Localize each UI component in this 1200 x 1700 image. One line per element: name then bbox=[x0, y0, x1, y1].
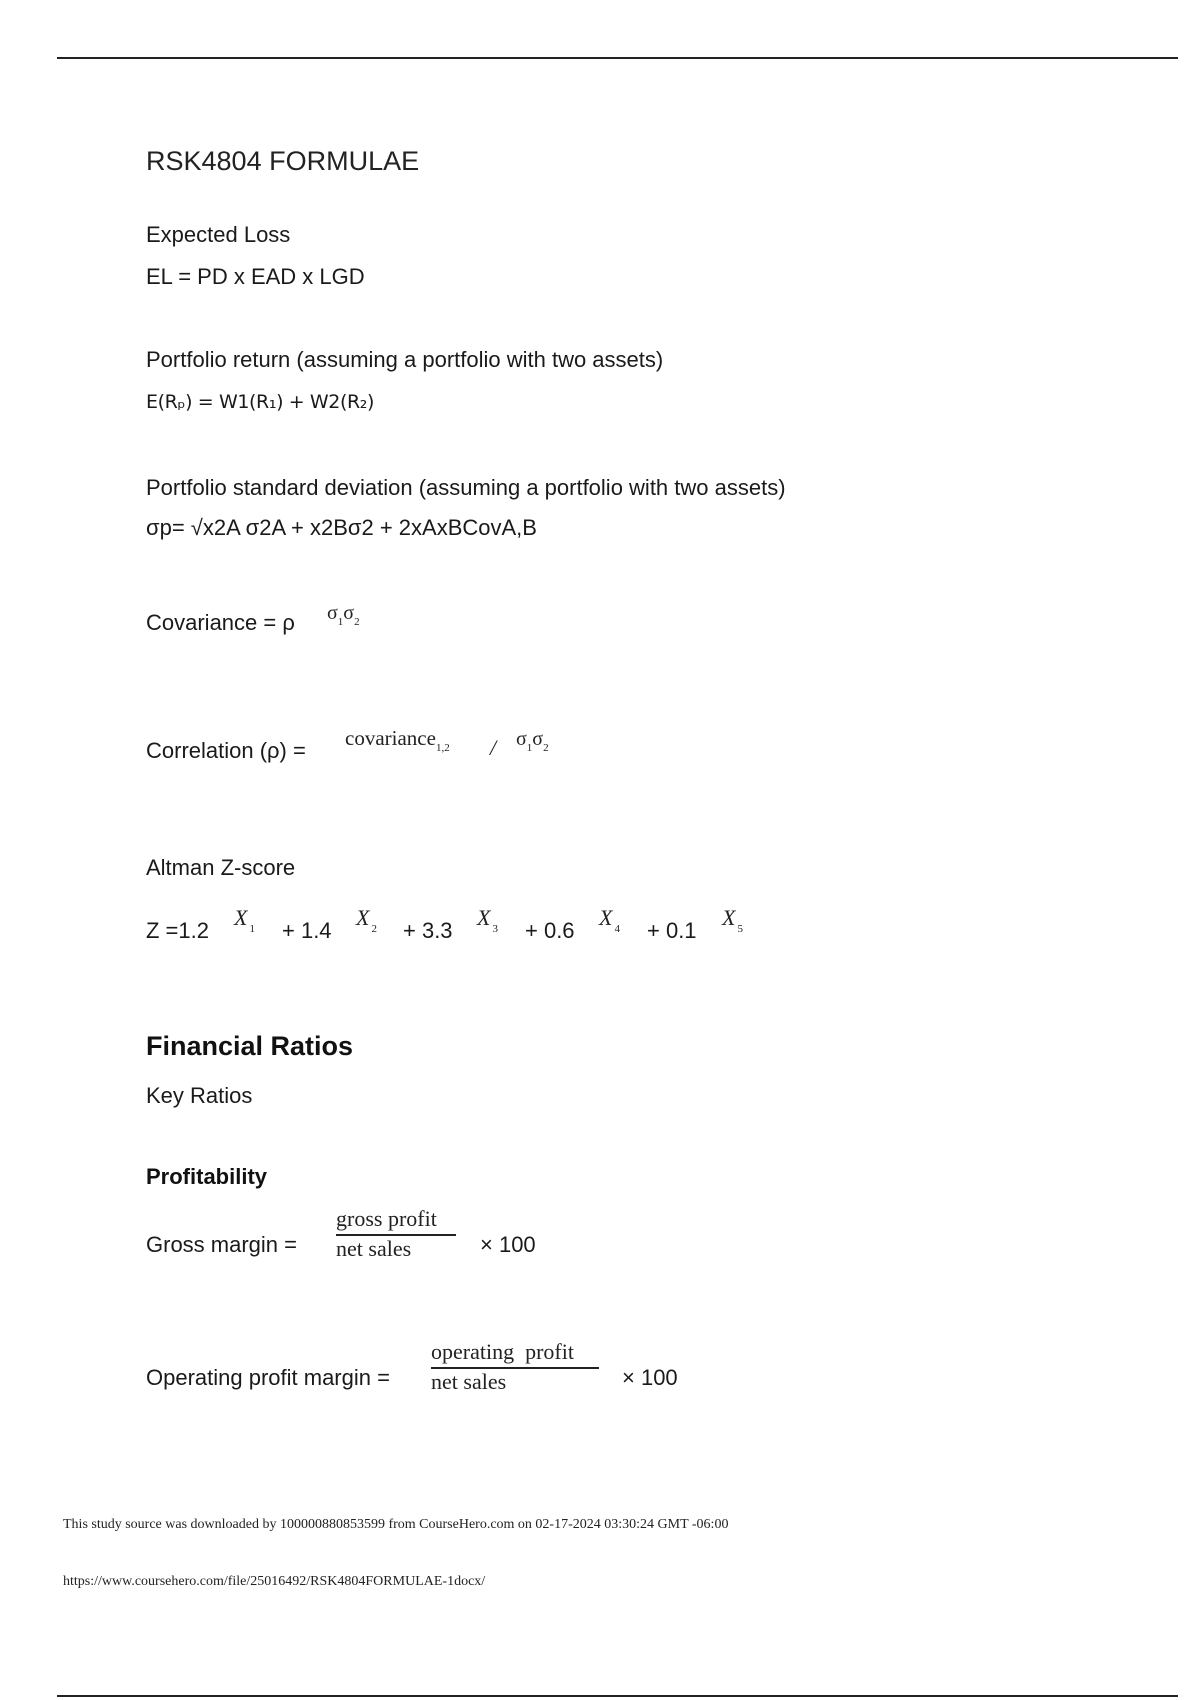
altman-coef-4: + 0.6 bbox=[525, 918, 575, 943]
correlation-covariance bbox=[345, 726, 450, 753]
covariance-subscript: 1,2 bbox=[435, 742, 450, 755]
sigma-subscript: 2 bbox=[543, 742, 549, 754]
altman-x1: X $_1$ bbox=[234, 905, 255, 936]
portfolio-sd-heading: Portfolio standard deviation (assuming a portfolio with two assets) bbox=[146, 475, 786, 500]
correlation-divide-slash: / bbox=[490, 735, 497, 760]
operating-margin-numerator: operating profit bbox=[431, 1339, 574, 1364]
sigma-symbol: σ bbox=[516, 728, 527, 750]
operating-margin-label: Operating profit margin = bbox=[146, 1365, 390, 1390]
covariance-word: covariance bbox=[345, 726, 436, 750]
financial-ratios-heading: Financial Ratios bbox=[146, 1031, 354, 1061]
profitability-heading: Profitability bbox=[146, 1164, 268, 1189]
altman-coef-5: + 0.1 bbox=[647, 918, 697, 943]
portfolio-return-formula: E(Rₚ) = W1(R₁) + W2(R₂) bbox=[146, 391, 375, 413]
gross-margin-label: Gross margin = bbox=[146, 1232, 297, 1257]
altman-x3: X $_3$ bbox=[477, 905, 498, 936]
gross-margin-denominator: net sales bbox=[336, 1236, 412, 1261]
sigma-symbol: σ bbox=[532, 728, 544, 750]
altman-coef-3: + 3.3 bbox=[403, 918, 453, 943]
sigma-subscript: 1 bbox=[526, 742, 533, 754]
correlation-label: Correlation (ρ) = bbox=[146, 738, 306, 763]
altman-heading: Altman Z-score bbox=[146, 855, 296, 880]
portfolio-sd-formula: σp= √x2A σ2A + x2Bσ2 + 2xAxBCovA,B bbox=[146, 515, 537, 540]
key-ratios-subheading: Key Ratios bbox=[146, 1083, 253, 1108]
altman-prefix: Z =1.2 bbox=[146, 918, 209, 943]
covariance-sigma-product bbox=[327, 602, 360, 627]
page-title: RSK4804 FORMULAE bbox=[146, 146, 420, 176]
expected-loss-formula: EL = PD x EAD x LGD bbox=[146, 264, 365, 289]
altman-x4: X $_4$ bbox=[599, 905, 620, 936]
operating-margin-multiplier: × 100 bbox=[622, 1365, 678, 1390]
sigma-subscript: 2 bbox=[354, 616, 360, 628]
covariance-label: Covariance = ρ bbox=[146, 610, 295, 635]
sigma-symbol: σ bbox=[327, 602, 338, 624]
gross-margin-numerator: gross profit bbox=[336, 1206, 437, 1231]
bottom-rule bbox=[57, 1695, 1178, 1697]
download-source-note: This study source was downloaded by 100000880853599 from CourseHero.com on 02-17-2024 03:30:24 GMT -06:00 bbox=[63, 1517, 729, 1532]
sigma-subscript: 1 bbox=[337, 616, 344, 628]
altman-coef-2: + 1.4 bbox=[282, 918, 332, 943]
source-url[interactable]: https://www.coursehero.com/file/25016492/RSK4804FORMULAE-1docx/ bbox=[63, 1574, 486, 1589]
gross-margin-multiplier: × 100 bbox=[480, 1232, 536, 1257]
expected-loss-heading: Expected Loss bbox=[146, 222, 291, 247]
correlation-sigma-product bbox=[516, 728, 549, 753]
altman-x5: X $_5$ bbox=[722, 905, 743, 936]
top-rule bbox=[57, 57, 1178, 59]
sigma-symbol: σ bbox=[343, 602, 355, 624]
portfolio-return-heading: Portfolio return (assuming a portfolio with two assets) bbox=[146, 347, 664, 372]
altman-x2: X $_2$ bbox=[356, 905, 377, 936]
operating-margin-denominator: net sales bbox=[431, 1369, 507, 1394]
